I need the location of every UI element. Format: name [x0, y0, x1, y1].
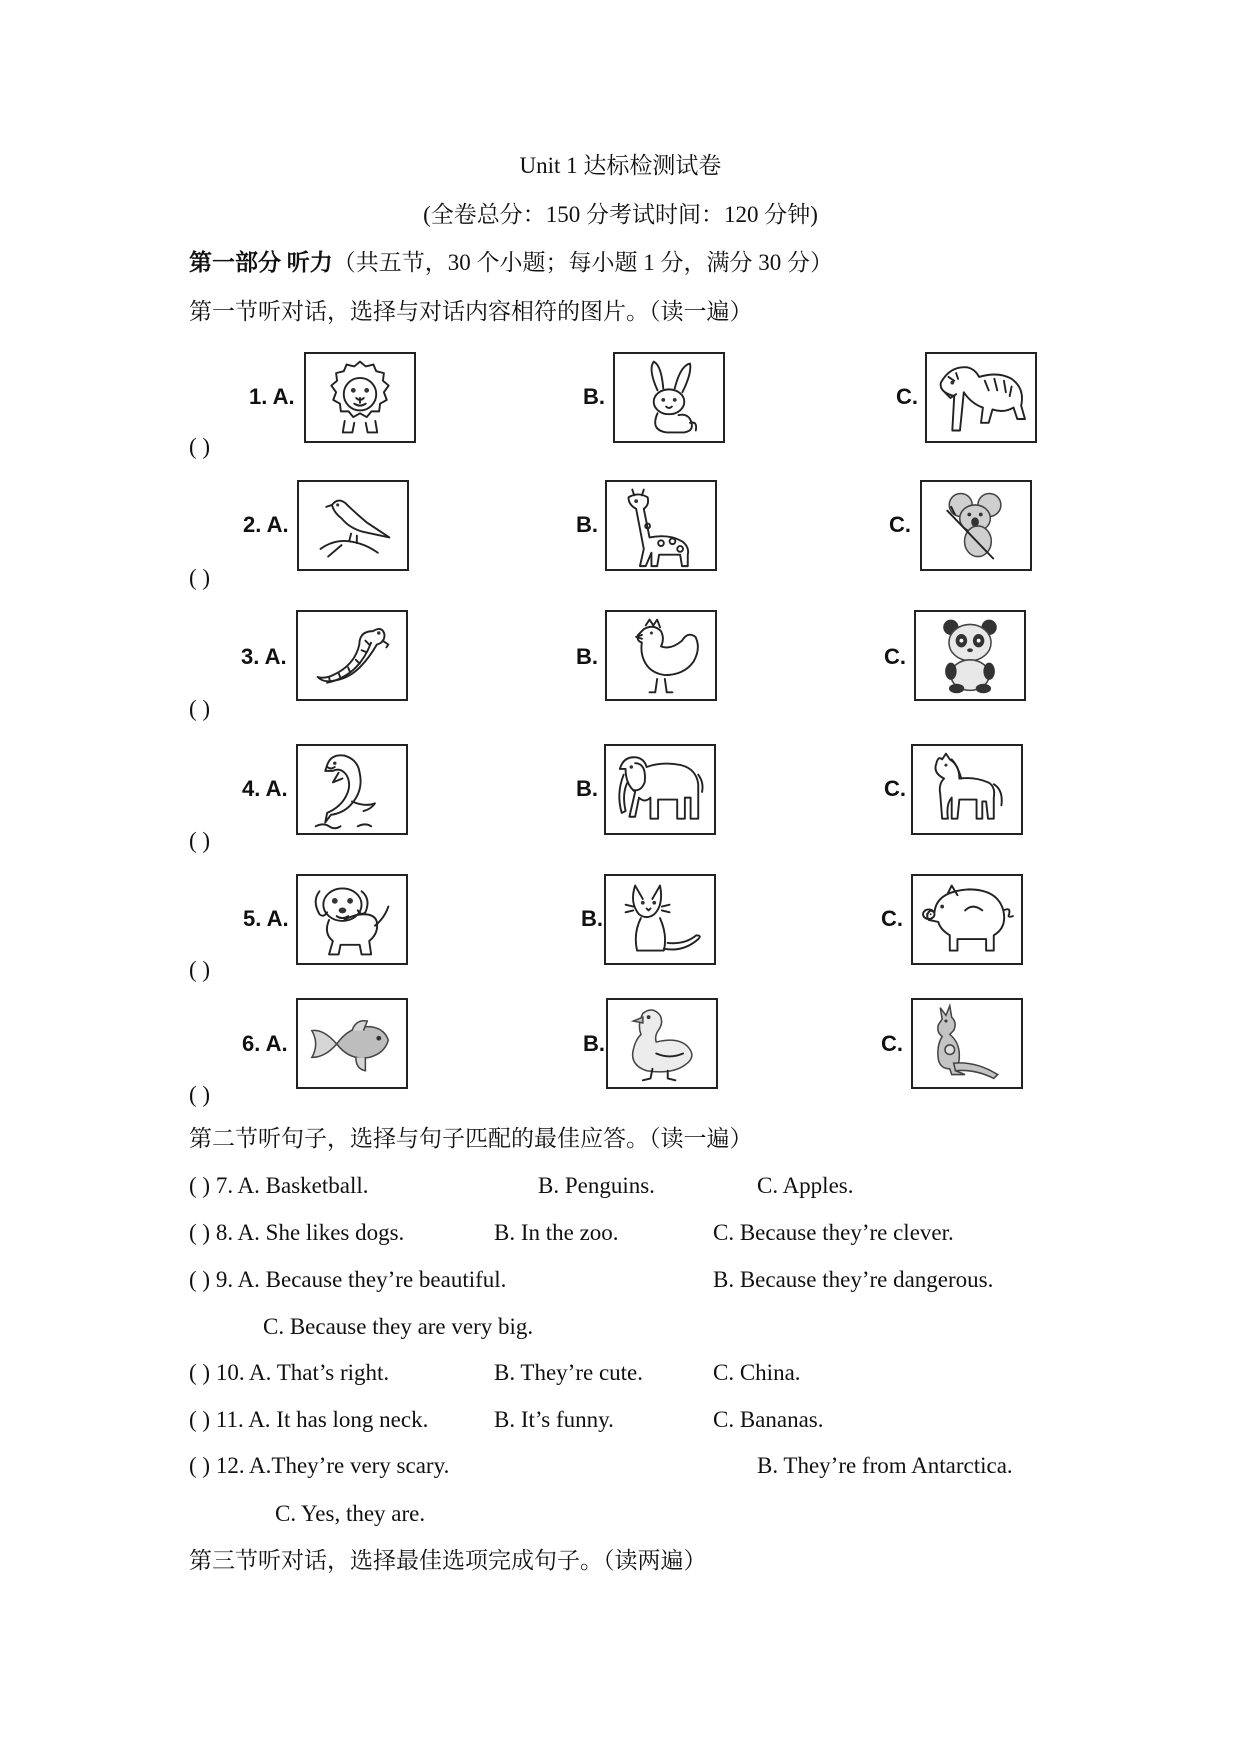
q12-stem: ( ) 12. A.They’re very scary. — [189, 1453, 450, 1478]
horse-icon — [913, 746, 1021, 833]
q1-option-a-picture[interactable] — [304, 352, 416, 443]
q6-option-c-label: C. — [881, 1031, 903, 1056]
q5-option-a-picture[interactable] — [296, 874, 408, 965]
q4-option-b-picture[interactable] — [604, 744, 716, 835]
q1-option-c-picture[interactable] — [925, 352, 1037, 443]
q5-option-c-picture[interactable] — [911, 874, 1023, 965]
q5-option-a-label: 5. A. — [243, 906, 289, 931]
q7-stem: ( ) 7. A. Basketball. — [189, 1173, 369, 1198]
q6-option-b-label: B. — [583, 1031, 605, 1056]
q2-option-a-picture[interactable] — [297, 480, 409, 571]
dog-icon — [298, 876, 406, 963]
dolphin-icon — [298, 746, 406, 833]
q4-option-c-picture[interactable] — [911, 744, 1023, 835]
q12-option-b[interactable]: B. They’re from Antarctica. — [757, 1453, 1013, 1478]
q3-option-a-label: 3. A. — [241, 644, 287, 669]
q1-answer-blank[interactable]: ( ) — [189, 434, 211, 459]
q11-option-c[interactable]: C. Bananas. — [713, 1407, 824, 1432]
panda-icon — [916, 612, 1024, 699]
q7-option-b[interactable]: B. Penguins. — [538, 1173, 655, 1198]
q10-option-c[interactable]: C. China. — [713, 1360, 801, 1385]
q9-option-c[interactable]: C. Because they are very big. — [263, 1314, 534, 1339]
q3-option-c-label: C. — [884, 644, 906, 669]
q3-answer-blank[interactable]: ( ) — [189, 696, 211, 721]
q4-option-a-picture[interactable] — [296, 744, 408, 835]
part1-heading-note: （共五节，30 个小题；每小题 1 分，满分 30 分） — [332, 250, 833, 275]
q9-stem: ( ) 9. A. Because they’re beautiful. — [189, 1267, 507, 1292]
snake-icon — [298, 612, 406, 699]
q3-option-a-picture[interactable] — [296, 610, 408, 701]
q12-option-c[interactable]: C. Yes, they are. — [275, 1501, 426, 1526]
q2-option-a-label: 2. A. — [243, 512, 289, 537]
q1-option-a-label: 1. A. — [249, 384, 295, 409]
pig-icon — [913, 876, 1021, 963]
q6-option-a-label: 6. A. — [242, 1031, 288, 1056]
q5-option-b-picture[interactable] — [604, 874, 716, 965]
q8-stem: ( ) 8. A. She likes dogs. — [189, 1220, 405, 1245]
section3-instruction: 第三节听对话，选择最佳选项完成句子。（读两遍） — [189, 1548, 707, 1573]
q10-option-b[interactable]: B. They’re cute. — [494, 1360, 644, 1385]
part1-heading-title: 第一部分 听力 — [189, 250, 333, 275]
q6-answer-blank[interactable]: ( ) — [189, 1082, 211, 1107]
q2-option-b-picture[interactable] — [605, 480, 717, 571]
q2-option-c-picture[interactable] — [920, 480, 1032, 571]
q5-option-b-label: B. — [581, 906, 603, 931]
q6-option-b-picture[interactable] — [606, 998, 718, 1089]
q4-option-c-label: C. — [884, 776, 906, 801]
q2-option-c-label: C. — [889, 512, 911, 537]
q1-option-c-label: C. — [896, 384, 918, 409]
rooster-icon — [607, 612, 715, 699]
q2-answer-blank[interactable]: ( ) — [189, 565, 211, 590]
bird-icon — [299, 482, 407, 569]
q7-option-c[interactable]: C. Apples. — [757, 1173, 854, 1198]
q8-option-b[interactable]: B. In the zoo. — [494, 1220, 619, 1245]
q1-option-b-picture[interactable] — [613, 352, 725, 443]
goldfish-icon — [298, 1000, 406, 1087]
q11-option-b[interactable]: B. It’s funny. — [494, 1407, 614, 1432]
lion-icon — [306, 354, 414, 441]
part1-heading — [189, 249, 833, 277]
q4-option-b-label: B. — [576, 776, 598, 801]
page-subtitle: (全卷总分：150 分考试时间：120 分钟) — [423, 202, 818, 227]
tiger-icon — [927, 354, 1035, 441]
q3-option-b-label: B. — [576, 644, 598, 669]
duck-icon — [608, 1000, 716, 1087]
page-title: Unit 1 达标检测试卷 — [519, 153, 722, 178]
q6-option-c-picture[interactable] — [911, 998, 1023, 1089]
q2-option-b-label: B. — [576, 512, 598, 537]
q5-answer-blank[interactable]: ( ) — [189, 957, 211, 982]
q5-option-c-label: C. — [881, 906, 903, 931]
q3-option-b-picture[interactable] — [605, 610, 717, 701]
q4-answer-blank[interactable]: ( ) — [189, 828, 211, 853]
kangaroo-icon — [913, 1000, 1021, 1087]
q1-option-b-label: B. — [583, 384, 605, 409]
cat-icon — [606, 876, 714, 963]
q8-option-c[interactable]: C. Because they’re clever. — [713, 1220, 954, 1245]
section2-instruction: 第二节听句子，选择与句子匹配的最佳应答。（读一遍） — [189, 1126, 753, 1151]
koala-icon — [922, 482, 1030, 569]
q6-option-a-picture[interactable] — [296, 998, 408, 1089]
giraffe-icon — [607, 482, 715, 569]
q10-stem: ( ) 10. A. That’s right. — [189, 1360, 390, 1385]
q3-option-c-picture[interactable] — [914, 610, 1026, 701]
q9-option-b[interactable]: B. Because they’re dangerous. — [713, 1267, 994, 1292]
q4-option-a-label: 4. A. — [242, 776, 288, 801]
q11-stem: ( ) 11. A. It has long neck. — [189, 1407, 429, 1432]
elephant-icon — [606, 746, 714, 833]
section1-instruction: 第一节听对话，选择与对话内容相符的图片。（读一遍） — [189, 299, 753, 324]
rabbit-icon — [615, 354, 723, 441]
